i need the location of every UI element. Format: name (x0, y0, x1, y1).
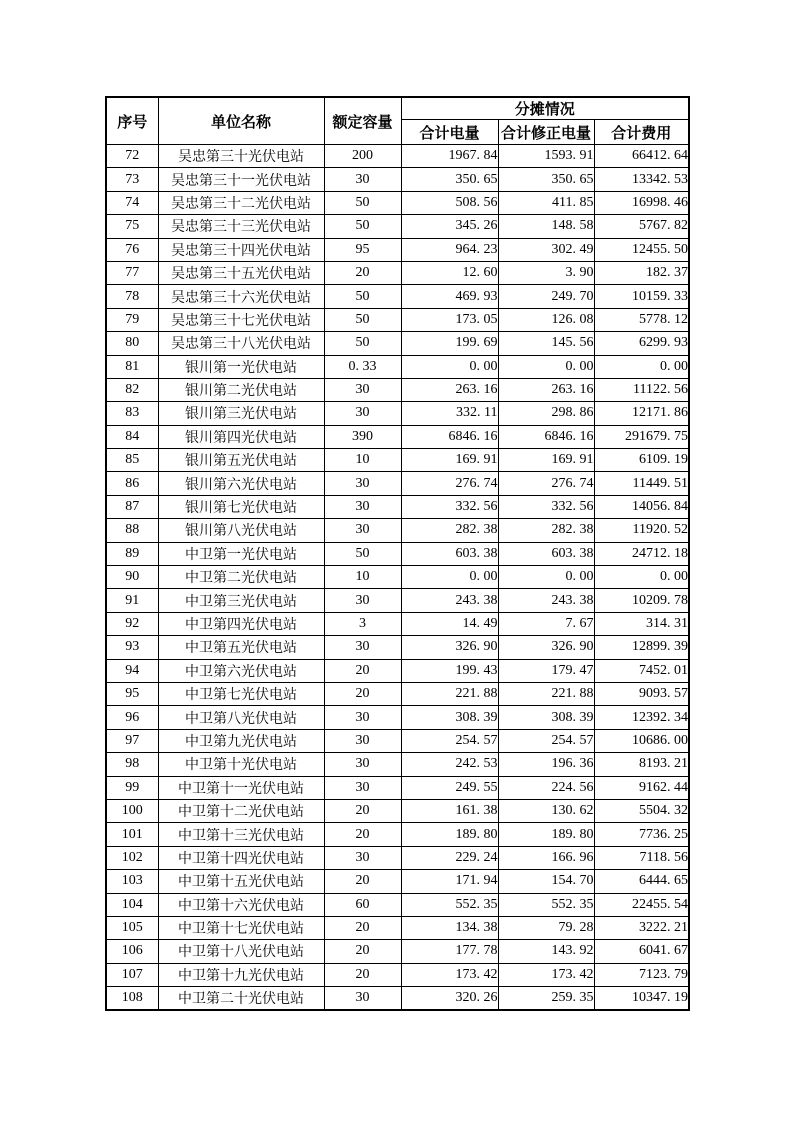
cell-no: 77 (106, 261, 158, 284)
header-allocation-group: 分摊情况 (401, 97, 689, 120)
cell-unit-name: 中卫第九光伏电站 (158, 729, 324, 752)
cell-total-energy: 249. 55 (401, 776, 498, 799)
cell-total-energy: 332. 11 (401, 402, 498, 425)
header-rated-capacity: 额定容量 (324, 97, 401, 145)
cell-no: 107 (106, 963, 158, 986)
cell-total-energy: 229. 24 (401, 846, 498, 869)
cell-total-corrected-energy: 189. 80 (498, 823, 594, 846)
cell-total-corrected-energy: 224. 56 (498, 776, 594, 799)
cell-no: 76 (106, 238, 158, 261)
table-row (106, 659, 689, 682)
cell-total-corrected-energy: 1593. 91 (498, 145, 594, 168)
cell-total-energy: 964. 23 (401, 238, 498, 261)
cell-total-cost: 24712. 18 (594, 542, 689, 565)
cell-total-energy: 254. 57 (401, 729, 498, 752)
cell-unit-name: 中卫第七光伏电站 (158, 682, 324, 705)
header-row-top (106, 97, 689, 120)
cell-total-cost: 314. 31 (594, 612, 689, 635)
cell-unit-name: 银川第五光伏电站 (158, 449, 324, 472)
cell-no: 102 (106, 846, 158, 869)
cell-total-cost: 12455. 50 (594, 238, 689, 261)
cell-no: 101 (106, 823, 158, 846)
cell-no: 86 (106, 472, 158, 495)
table-row (106, 682, 689, 705)
cell-total-energy: 276. 74 (401, 472, 498, 495)
cell-unit-name: 中卫第十九光伏电站 (158, 963, 324, 986)
cell-total-cost: 11920. 52 (594, 519, 689, 542)
cell-unit-name: 银川第二光伏电站 (158, 378, 324, 401)
cell-no: 106 (106, 940, 158, 963)
cell-rated-capacity: 30 (324, 846, 401, 869)
table-row (106, 355, 689, 378)
cell-unit-name: 吴忠第三十四光伏电站 (158, 238, 324, 261)
table-row (106, 332, 689, 355)
cell-total-energy: 552. 35 (401, 893, 498, 916)
table-row (106, 495, 689, 518)
cell-total-corrected-energy: 3. 90 (498, 261, 594, 284)
cell-rated-capacity: 20 (324, 963, 401, 986)
cell-total-corrected-energy: 166. 96 (498, 846, 594, 869)
cell-no: 98 (106, 753, 158, 776)
cell-unit-name: 吴忠第三十一光伏电站 (158, 168, 324, 191)
cell-total-corrected-energy: 332. 56 (498, 495, 594, 518)
cell-total-corrected-energy: 7. 67 (498, 612, 594, 635)
cell-total-corrected-energy: 263. 16 (498, 378, 594, 401)
cell-rated-capacity: 30 (324, 168, 401, 191)
cell-rated-capacity: 50 (324, 332, 401, 355)
table-row (106, 636, 689, 659)
cell-unit-name: 中卫第二十光伏电站 (158, 987, 324, 1010)
cell-total-corrected-energy: 308. 39 (498, 706, 594, 729)
cell-total-corrected-energy: 148. 58 (498, 215, 594, 238)
cell-no: 81 (106, 355, 158, 378)
cell-unit-name: 银川第八光伏电站 (158, 519, 324, 542)
cell-no: 89 (106, 542, 158, 565)
cell-rated-capacity: 30 (324, 706, 401, 729)
cell-total-corrected-energy: 143. 92 (498, 940, 594, 963)
cell-total-corrected-energy: 196. 36 (498, 753, 594, 776)
cell-total-energy: 0. 00 (401, 355, 498, 378)
cell-total-energy: 173. 05 (401, 308, 498, 331)
table-row (106, 963, 689, 986)
cell-total-energy: 242. 53 (401, 753, 498, 776)
cell-unit-name: 银川第四光伏电站 (158, 425, 324, 448)
header-no: 序号 (106, 97, 158, 145)
cell-total-cost: 3222. 21 (594, 916, 689, 939)
cell-unit-name: 吴忠第三十五光伏电站 (158, 261, 324, 284)
cell-total-cost: 9093. 57 (594, 682, 689, 705)
cell-unit-name: 吴忠第三十二光伏电站 (158, 191, 324, 214)
cell-total-energy: 243. 38 (401, 589, 498, 612)
cell-no: 82 (106, 378, 158, 401)
cell-rated-capacity: 95 (324, 238, 401, 261)
cell-unit-name: 银川第六光伏电站 (158, 472, 324, 495)
cell-unit-name: 中卫第十四光伏电站 (158, 846, 324, 869)
cell-total-energy: 332. 56 (401, 495, 498, 518)
table-row (106, 987, 689, 1010)
cell-unit-name: 中卫第四光伏电站 (158, 612, 324, 635)
table-row (106, 612, 689, 635)
cell-no: 103 (106, 870, 158, 893)
cell-rated-capacity: 390 (324, 425, 401, 448)
cell-rated-capacity: 30 (324, 636, 401, 659)
cell-rated-capacity: 50 (324, 191, 401, 214)
table-row (106, 776, 689, 799)
cell-total-corrected-energy: 249. 70 (498, 285, 594, 308)
cell-total-energy: 12. 60 (401, 261, 498, 284)
cell-unit-name: 吴忠第三十七光伏电站 (158, 308, 324, 331)
cell-total-corrected-energy: 221. 88 (498, 682, 594, 705)
cell-total-cost: 6041. 67 (594, 940, 689, 963)
cell-total-energy: 173. 42 (401, 963, 498, 986)
cell-total-cost: 7118. 56 (594, 846, 689, 869)
cell-no: 80 (106, 332, 158, 355)
cell-total-cost: 0. 00 (594, 355, 689, 378)
cell-total-energy: 169. 91 (401, 449, 498, 472)
table-row (106, 893, 689, 916)
header-total-cost: 合计费用 (594, 120, 689, 145)
table-row (106, 799, 689, 822)
cell-no: 75 (106, 215, 158, 238)
table-row (106, 566, 689, 589)
cell-rated-capacity: 30 (324, 402, 401, 425)
table-row (106, 729, 689, 752)
cell-rated-capacity: 30 (324, 472, 401, 495)
cell-total-energy: 134. 38 (401, 916, 498, 939)
cell-unit-name: 银川第七光伏电站 (158, 495, 324, 518)
cell-total-cost: 7123. 79 (594, 963, 689, 986)
table-row (106, 472, 689, 495)
cell-unit-name: 吴忠第三十八光伏电站 (158, 332, 324, 355)
cell-total-corrected-energy: 169. 91 (498, 449, 594, 472)
cell-unit-name: 中卫第十二光伏电站 (158, 799, 324, 822)
cell-total-corrected-energy: 173. 42 (498, 963, 594, 986)
cell-total-corrected-energy: 350. 65 (498, 168, 594, 191)
cell-no: 104 (106, 893, 158, 916)
cell-rated-capacity: 30 (324, 776, 401, 799)
cell-total-corrected-energy: 154. 70 (498, 870, 594, 893)
table-row (106, 519, 689, 542)
cell-rated-capacity: 20 (324, 659, 401, 682)
header-total-corrected-energy: 合计修正电量 (498, 120, 594, 145)
cell-no: 73 (106, 168, 158, 191)
cell-total-corrected-energy: 179. 47 (498, 659, 594, 682)
cell-rated-capacity: 20 (324, 823, 401, 846)
cell-total-energy: 199. 43 (401, 659, 498, 682)
cell-total-corrected-energy: 298. 86 (498, 402, 594, 425)
cell-total-cost: 6444. 65 (594, 870, 689, 893)
table-row (106, 145, 689, 168)
cell-no: 96 (106, 706, 158, 729)
cell-total-cost: 66412. 64 (594, 145, 689, 168)
cell-rated-capacity: 10 (324, 566, 401, 589)
table-row (106, 168, 689, 191)
cell-no: 85 (106, 449, 158, 472)
cell-unit-name: 中卫第十三光伏电站 (158, 823, 324, 846)
cell-total-corrected-energy: 276. 74 (498, 472, 594, 495)
cell-rated-capacity: 20 (324, 261, 401, 284)
cell-total-energy: 350. 65 (401, 168, 498, 191)
cell-total-corrected-energy: 145. 56 (498, 332, 594, 355)
cell-total-cost: 13342. 53 (594, 168, 689, 191)
cell-total-cost: 8193. 21 (594, 753, 689, 776)
cell-total-cost: 22455. 54 (594, 893, 689, 916)
cell-rated-capacity: 20 (324, 916, 401, 939)
cell-total-corrected-energy: 282. 38 (498, 519, 594, 542)
cell-rated-capacity: 30 (324, 495, 401, 518)
cell-no: 72 (106, 145, 158, 168)
cell-no: 88 (106, 519, 158, 542)
cell-total-energy: 161. 38 (401, 799, 498, 822)
cell-unit-name: 中卫第十七光伏电站 (158, 916, 324, 939)
cell-rated-capacity: 50 (324, 215, 401, 238)
cell-total-cost: 12392. 34 (594, 706, 689, 729)
cell-total-corrected-energy: 243. 38 (498, 589, 594, 612)
cell-no: 74 (106, 191, 158, 214)
cell-total-energy: 6846. 16 (401, 425, 498, 448)
cell-total-cost: 10209. 78 (594, 589, 689, 612)
cell-rated-capacity: 0. 33 (324, 355, 401, 378)
cell-total-corrected-energy: 254. 57 (498, 729, 594, 752)
cell-total-energy: 320. 26 (401, 987, 498, 1010)
cell-rated-capacity: 10 (324, 449, 401, 472)
table-row (106, 823, 689, 846)
table-row (106, 916, 689, 939)
cell-total-cost: 5778. 12 (594, 308, 689, 331)
cell-total-energy: 199. 69 (401, 332, 498, 355)
cell-total-cost: 11122. 56 (594, 378, 689, 401)
cell-rated-capacity: 30 (324, 378, 401, 401)
cell-total-corrected-energy: 326. 90 (498, 636, 594, 659)
cell-total-energy: 0. 00 (401, 566, 498, 589)
cell-total-cost: 10686. 00 (594, 729, 689, 752)
cell-total-energy: 177. 78 (401, 940, 498, 963)
cell-unit-name: 中卫第十一光伏电站 (158, 776, 324, 799)
cell-unit-name: 中卫第十八光伏电站 (158, 940, 324, 963)
cell-total-energy: 469. 93 (401, 285, 498, 308)
allocation-table (105, 96, 690, 1011)
table-row (106, 449, 689, 472)
cell-total-corrected-energy: 302. 49 (498, 238, 594, 261)
cell-unit-name: 中卫第五光伏电站 (158, 636, 324, 659)
cell-no: 97 (106, 729, 158, 752)
cell-total-energy: 221. 88 (401, 682, 498, 705)
cell-total-cost: 7452. 01 (594, 659, 689, 682)
cell-unit-name: 吴忠第三十光伏电站 (158, 145, 324, 168)
cell-no: 84 (106, 425, 158, 448)
cell-no: 94 (106, 659, 158, 682)
cell-total-cost: 10159. 33 (594, 285, 689, 308)
cell-total-energy: 508. 56 (401, 191, 498, 214)
cell-unit-name: 银川第一光伏电站 (158, 355, 324, 378)
table-row (106, 215, 689, 238)
cell-unit-name: 中卫第十五光伏电站 (158, 870, 324, 893)
header-total-energy: 合计电量 (401, 120, 498, 145)
cell-total-corrected-energy: 0. 00 (498, 566, 594, 589)
cell-rated-capacity: 30 (324, 753, 401, 776)
table-row (106, 285, 689, 308)
table-row (106, 238, 689, 261)
cell-rated-capacity: 20 (324, 682, 401, 705)
cell-total-cost: 6299. 93 (594, 332, 689, 355)
cell-no: 108 (106, 987, 158, 1010)
cell-total-cost: 14056. 84 (594, 495, 689, 518)
cell-total-cost: 6109. 19 (594, 449, 689, 472)
cell-total-corrected-energy: 6846. 16 (498, 425, 594, 448)
cell-no: 87 (106, 495, 158, 518)
header-unit-name: 单位名称 (158, 97, 324, 145)
cell-rated-capacity: 20 (324, 799, 401, 822)
cell-total-cost: 5504. 32 (594, 799, 689, 822)
cell-total-corrected-energy: 552. 35 (498, 893, 594, 916)
cell-total-energy: 1967. 84 (401, 145, 498, 168)
cell-total-cost: 0. 00 (594, 566, 689, 589)
cell-rated-capacity: 50 (324, 285, 401, 308)
cell-no: 99 (106, 776, 158, 799)
cell-unit-name: 吴忠第三十六光伏电站 (158, 285, 324, 308)
cell-total-cost: 5767. 82 (594, 215, 689, 238)
cell-no: 105 (106, 916, 158, 939)
table-body (106, 145, 689, 1010)
cell-total-energy: 345. 26 (401, 215, 498, 238)
cell-rated-capacity: 60 (324, 893, 401, 916)
cell-total-cost: 11449. 51 (594, 472, 689, 495)
cell-total-energy: 263. 16 (401, 378, 498, 401)
cell-total-energy: 308. 39 (401, 706, 498, 729)
cell-rated-capacity: 50 (324, 308, 401, 331)
cell-no: 78 (106, 285, 158, 308)
table-row (106, 706, 689, 729)
cell-rated-capacity: 50 (324, 542, 401, 565)
table-row (106, 308, 689, 331)
cell-total-cost: 12899. 39 (594, 636, 689, 659)
cell-total-corrected-energy: 411. 85 (498, 191, 594, 214)
table-row (106, 846, 689, 869)
cell-no: 79 (106, 308, 158, 331)
cell-total-cost: 7736. 25 (594, 823, 689, 846)
table-row (106, 542, 689, 565)
cell-unit-name: 中卫第二光伏电站 (158, 566, 324, 589)
cell-rated-capacity: 30 (324, 519, 401, 542)
cell-no: 83 (106, 402, 158, 425)
table-row (106, 753, 689, 776)
cell-total-cost: 16998. 46 (594, 191, 689, 214)
cell-no: 95 (106, 682, 158, 705)
cell-total-energy: 282. 38 (401, 519, 498, 542)
cell-total-cost: 9162. 44 (594, 776, 689, 799)
cell-total-corrected-energy: 79. 28 (498, 916, 594, 939)
cell-unit-name: 中卫第三光伏电站 (158, 589, 324, 612)
cell-no: 93 (106, 636, 158, 659)
cell-no: 90 (106, 566, 158, 589)
table-row (106, 589, 689, 612)
cell-unit-name: 中卫第八光伏电站 (158, 706, 324, 729)
cell-total-energy: 326. 90 (401, 636, 498, 659)
cell-no: 100 (106, 799, 158, 822)
cell-total-corrected-energy: 0. 00 (498, 355, 594, 378)
cell-total-corrected-energy: 130. 62 (498, 799, 594, 822)
cell-total-corrected-energy: 603. 38 (498, 542, 594, 565)
cell-total-cost: 182. 37 (594, 261, 689, 284)
table-row (106, 870, 689, 893)
table-row (106, 191, 689, 214)
cell-rated-capacity: 30 (324, 987, 401, 1010)
table-row (106, 378, 689, 401)
cell-unit-name: 中卫第十光伏电站 (158, 753, 324, 776)
table-row (106, 261, 689, 284)
table-row (106, 940, 689, 963)
cell-unit-name: 中卫第六光伏电站 (158, 659, 324, 682)
cell-total-energy: 171. 94 (401, 870, 498, 893)
cell-no: 91 (106, 589, 158, 612)
cell-unit-name: 吴忠第三十三光伏电站 (158, 215, 324, 238)
cell-no: 92 (106, 612, 158, 635)
table-row (106, 402, 689, 425)
cell-rated-capacity: 3 (324, 612, 401, 635)
cell-rated-capacity: 200 (324, 145, 401, 168)
table-row (106, 425, 689, 448)
cell-total-corrected-energy: 259. 35 (498, 987, 594, 1010)
cell-rated-capacity: 20 (324, 870, 401, 893)
cell-total-energy: 189. 80 (401, 823, 498, 846)
cell-total-corrected-energy: 126. 08 (498, 308, 594, 331)
cell-total-cost: 12171. 86 (594, 402, 689, 425)
cell-unit-name: 中卫第一光伏电站 (158, 542, 324, 565)
cell-total-energy: 603. 38 (401, 542, 498, 565)
cell-rated-capacity: 20 (324, 940, 401, 963)
cell-unit-name: 银川第三光伏电站 (158, 402, 324, 425)
cell-total-cost: 291679. 75 (594, 425, 689, 448)
cell-total-energy: 14. 49 (401, 612, 498, 635)
cell-total-cost: 10347. 19 (594, 987, 689, 1010)
cell-rated-capacity: 30 (324, 589, 401, 612)
cell-rated-capacity: 30 (324, 729, 401, 752)
cell-unit-name: 中卫第十六光伏电站 (158, 893, 324, 916)
